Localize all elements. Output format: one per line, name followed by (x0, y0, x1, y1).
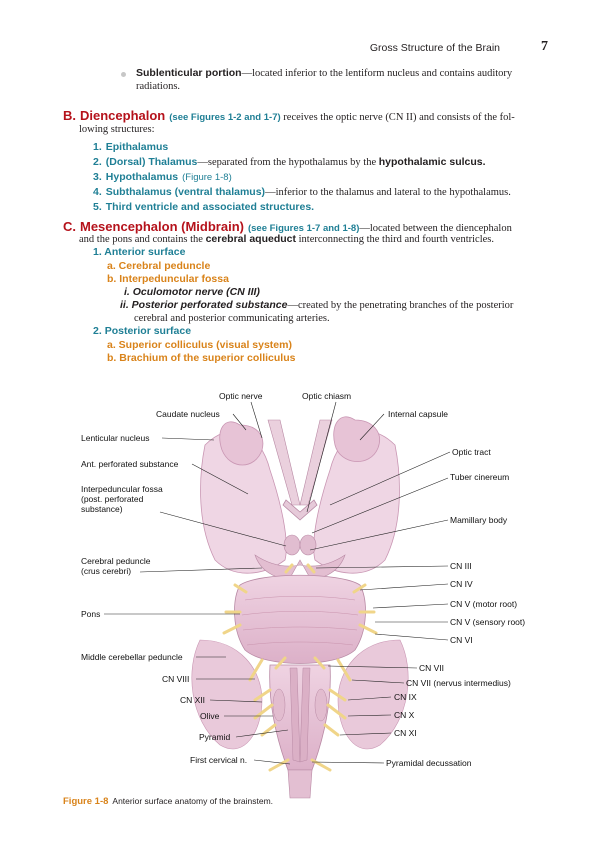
cerebral-peduncle-item: a. Cerebral peduncle (107, 260, 211, 272)
label-cn-viii: CN VIII (162, 674, 190, 684)
olive-shape (315, 689, 327, 721)
label-pyramid: Pyramid (199, 732, 231, 742)
label-mamillary-body: Mamillary body (450, 515, 508, 525)
section-c-title: Mesencephalon (Midbrain) (80, 219, 244, 234)
label-line: substance) (81, 504, 123, 514)
page-number: 7 (541, 39, 548, 54)
list-item (93, 197, 563, 212)
label-cn-xi: CN XI (394, 728, 417, 738)
label-internal-capsule: Internal capsule (388, 409, 449, 419)
list-item (93, 182, 563, 197)
posterior-surface-heading (93, 325, 191, 337)
sublenticular-term: Sublenticular portion (136, 67, 242, 79)
label-line: Interpeduncular fossa (81, 484, 163, 494)
item-desc: —separated from the hypothalamus by the (197, 157, 379, 168)
label-cn-vii-nervus-intermedius: CN VII (nervus intermedius) (406, 678, 511, 688)
olive-shape (273, 689, 285, 721)
section-b-intro-2: lowing structures: (79, 124, 155, 135)
spinal-cord-shape (288, 770, 312, 798)
label-cn-vi: CN VI (450, 635, 473, 645)
item-subthalamus: Subthalamus (ventral thalamus) (105, 186, 266, 198)
label-caudate-nucleus: Caudate nucleus (156, 409, 220, 419)
brainstem-illustration (0, 380, 600, 800)
section-c-intro-2 (79, 233, 494, 246)
label-cn-ix: CN IX (394, 692, 417, 702)
label-cn-iv: CN IV (450, 579, 473, 589)
label-cn-v-sensory: CN V (sensory root) (450, 617, 526, 627)
list-item (93, 137, 563, 152)
caption-number: Figure 1-8 (63, 796, 109, 807)
posterior-perforated-item (120, 299, 564, 312)
label-line: (crus cerebri) (81, 566, 132, 576)
item-number: 5. (93, 201, 102, 213)
item-label: ii. Posterior perforated substance (120, 299, 288, 311)
sublenticular-text-1: —located inferior to the lentiform nucleus and contains auditory (241, 68, 513, 79)
anterior-surface-heading (93, 246, 185, 258)
label-first-cervical: First cervical n. (190, 755, 248, 765)
label-olive: Olive (200, 711, 220, 721)
label-optic-nerve: Optic nerve (219, 391, 263, 401)
list-item (93, 152, 563, 167)
item-label: Anterior surface (104, 246, 186, 258)
item-number: 4. (93, 186, 102, 198)
label-lenticular-nucleus: Lenticular nucleus (81, 433, 150, 443)
label-line: Cerebral peduncle (81, 556, 151, 566)
item-label: Posterior surface (104, 325, 192, 337)
label-middle-cerebellar-peduncle: Middle cerebellar peduncle (81, 652, 183, 662)
item-number: 2. (93, 156, 102, 168)
section-c-ref: (see Figures 1-7 and 1-8) (247, 223, 360, 234)
superior-colliculus-item: a. Superior colliculus (visual system) (107, 339, 292, 351)
label-optic-tract: Optic tract (452, 447, 491, 457)
section-b-title: Diencephalon (80, 108, 166, 123)
label-cn-x: CN X (394, 710, 415, 720)
item-number: 2. (93, 325, 102, 337)
item-third-ventricle: Third ventricle and associated structures. (105, 201, 315, 213)
posterior-perforated-item-cont: cerebral and posterior communicating arteries. (134, 313, 330, 324)
running-header-title: Gross Structure of the Brain (369, 42, 500, 54)
item-number: 1. (93, 246, 102, 258)
label-cn-xii: CN XII (180, 695, 206, 705)
sublenticular-text-2: radiations. (136, 81, 181, 92)
caption-text: Anterior surface anatomy of the brainstem. (112, 796, 274, 806)
item-desc: —inferior to the thalamus and lateral to the hypothalamus. (265, 187, 511, 198)
label-optic-chiasm: Optic chiasm (302, 391, 352, 401)
section-c-intro-1: —located between the diencephalon (359, 223, 512, 234)
interpeduncular-fossa-item: b. Interpeduncular fossa (107, 273, 229, 285)
bullet-dot (121, 72, 126, 77)
item-epithalamus: Epithalamus (105, 141, 169, 153)
section-b-list (93, 137, 563, 212)
sublenticular-paragraph (136, 67, 556, 93)
label-pons: Pons (81, 609, 101, 619)
right-temporal-shape (334, 417, 380, 462)
item-thalamus: (Dorsal) Thalamus (105, 156, 198, 168)
label-cn-vii: CN VII (419, 663, 445, 673)
item-hypothalamus: Hypothalamus (105, 171, 179, 183)
pons-shape (235, 575, 366, 663)
intro-bold: cerebral aqueduct (205, 233, 297, 245)
label-line: (post. perforated (81, 494, 144, 504)
section-b-ref: (see Figures 1-2 and 1-7) (169, 112, 281, 123)
item-number: 1. (93, 141, 102, 153)
label-cn-v-motor: CN V (motor root) (450, 599, 518, 609)
item-number: 3. (93, 171, 102, 183)
label-ant-perforated: Ant. perforated substance (81, 459, 179, 469)
label-cerebral-peduncle (81, 556, 150, 576)
item-desc: —created by the penetrating branches of the posterior (287, 300, 514, 311)
section-b-intro-1: receives the optic nerve (CN II) and consists of the fol- (280, 112, 515, 123)
section-c-letter: C. (63, 219, 76, 234)
optic-chiasm-shape (283, 500, 317, 520)
oculomotor-nerve-item: i. Oculomotor nerve (CN III) (124, 286, 260, 298)
label-interpeduncular-fossa (81, 484, 163, 514)
label-pyramidal-decussation: Pyramidal decussation (386, 758, 472, 768)
figure-caption (63, 791, 273, 809)
item-ref: (Figure 1-8) (182, 172, 232, 183)
brachium-item: b. Brachium of the superior colliculus (107, 352, 296, 364)
item-desc-bold: hypothalamic sulcus. (378, 156, 486, 168)
section-b-letter: B. (63, 108, 76, 123)
list-item (93, 167, 563, 182)
mamillary-body-shape (284, 535, 300, 555)
intro-text: interconnecting the third and fourth ventricles. (296, 234, 494, 245)
intro-text: and the pons and contains the (79, 234, 206, 245)
mamillary-body-shape (300, 535, 316, 555)
label-tuber-cinereum: Tuber cinereum (450, 472, 510, 482)
label-cn-iii: CN III (450, 561, 472, 571)
